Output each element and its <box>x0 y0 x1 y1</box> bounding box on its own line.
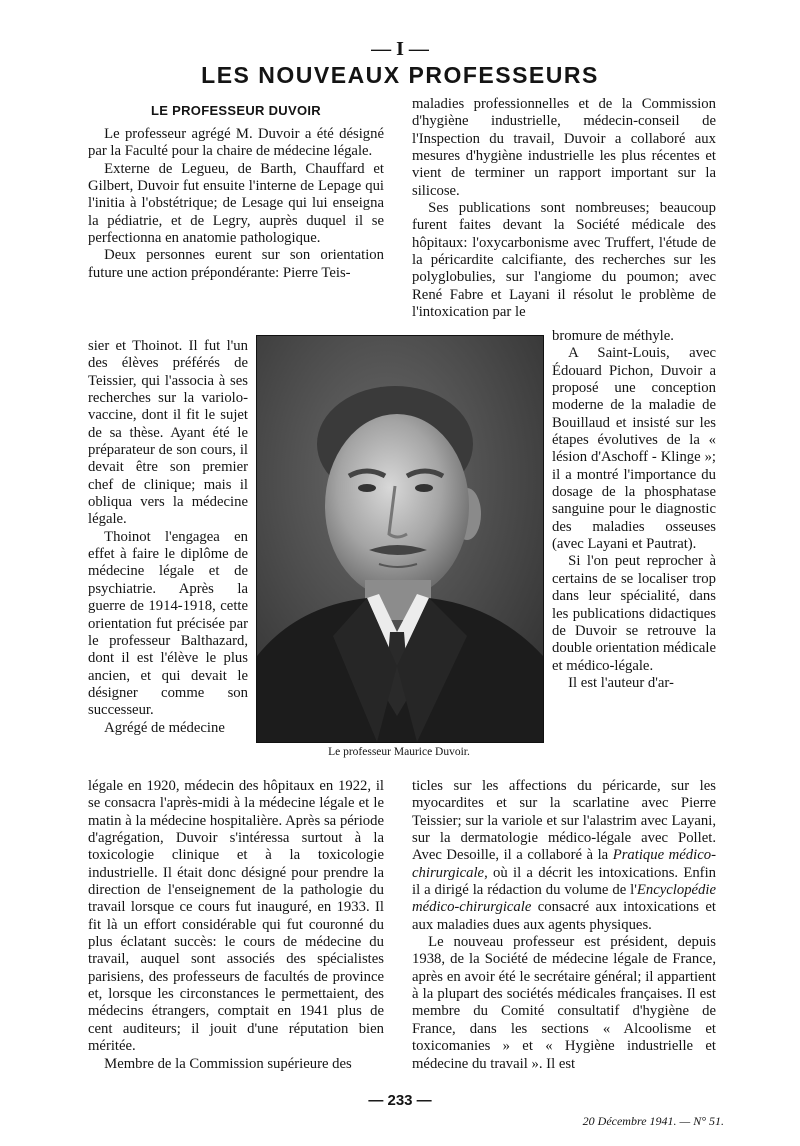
issue-dateline: 20 Décembre 1941. — N° 51. <box>582 1114 724 1128</box>
paragraph: Agrégé de médecine <box>104 719 225 736</box>
paragraph: légale en 1920, médecin des hôpitaux en 1922, il se consacra l'après-midi à la médecine légale et le matin à la médecine hospitalière. Après sa période d'agrégation, Duvoir s'intéressa surtout à la toxicologie clinique et à la toxicologie industrielle. Il était donc désigné pour prendre la direction de l'enseignement de la pathologie du travail lorsque ce cours fut inauguré, en 1933. Il fit là un effort considérable qui fut couronné du plus éclatant succès: le cours de médecine du travail, auquel sont associés des spécialistes parisiens, des professeurs de facultés de province et, lorsque les circonstances le permettaient, des médecins étrangers, comptait en 1941 plus de cent auditeurs; il jouit d'une réputation bien méritée. <box>88 778 384 1055</box>
portrait-photo <box>256 335 544 743</box>
paragraph: bromure de méthyle. <box>552 328 674 344</box>
text-run: , où il a décrit les intoxications. Enfin il a dirigé la rédaction du volume de l' <box>412 864 716 899</box>
left-column-top <box>88 103 384 282</box>
paragraph: sier et Thoinot. Il fut l'un des élèves préférés de Teissier, qui l'associa à ses recherches sur la variolo-vaccine, dont il fit le sujet de sa thèse. Ayant été le préparateur de son cours, il devait être son premier chef de clinique; mais il obliqua vers la médecine légale. <box>88 338 248 528</box>
paragraph: Le professeur agrégé M. Duvoir a été désigné par la Faculté pour la chaire de médecine légale. <box>88 126 384 160</box>
paragraph: A Saint-Louis, avec Édouard Pichon, Duvoir a proposé une conception moderne de la maladie de Bouillaud et insisté sur les étapes évolutives de la « lésion d'Aschoff - Klinge »; il a montré l'importance du dosage de la phosphatase sanguine pour le diagnostic des maladies osseuses (avec Layani et Pautrat). <box>552 345 716 553</box>
page-number: — 233 — <box>368 1092 432 1109</box>
paragraph: Il est l'auteur d'ar- <box>568 674 674 691</box>
paragraph: Thoinot l'engagea en effet à faire le diplôme de médecine légale et de psychiatrie. Après la guerre de 1914-1918, cette orientation fut précisée par le professeur Balthazard, dont il est l'élève le plus ancien, et qui devait le désigner comme son successeur. <box>88 528 248 719</box>
section-title: LE PROFESSEUR DUVOIR <box>151 103 321 118</box>
right-column-top <box>412 96 716 321</box>
left-column-bottom <box>88 778 384 1073</box>
top-folio: — I — <box>371 38 429 60</box>
left-wrap-column <box>88 338 248 737</box>
paragraph: Deux personnes eurent sur son orientation future une action prépondérante: Pierre Teis- <box>88 247 384 281</box>
portrait-illustration <box>257 336 543 742</box>
text-run: consacré aux intoxications et aux maladies dues aux agents physiques. <box>412 899 716 933</box>
right-wrap-column <box>552 328 716 692</box>
paragraph: Le nouveau professeur est président, depuis 1938, de la Société de médecine légale de France, après en avoir été le secrétaire général; il appartient à la plupart des sociétés médicales françaises. Il est membre du Comité consultatif d'hygiène de France, dans les sections « Alcoolisme et toxicomanies » et « Hygiène industrielle et médecine du travail ». Il est <box>412 934 716 1072</box>
italic-title: Pratique médico-chirurgicale <box>412 847 716 881</box>
paragraph: Ses publications sont nombreuses; beaucoup furent faites devant la Société médicale des hôpitaux: l'oxycarbonisme avec Truffert, l'étude de la péricardite calcifiante, des recherches sur les polyglobulies, sur l'angiome du poumon; avec René Fabre et Layani il résolut le problème de l'intoxication par le <box>412 200 716 321</box>
page-title: LES NOUVEAUX PROFESSEURS <box>201 62 599 88</box>
paragraph: maladies professionnelles et de la Commission d'hygiène industrielle, médecin-conseil de l'Inspection du travail, Duvoir a collaboré aux mesures d'hygiène industrielle les plus récentes et vient de terminer un rapport important sur la silicose. <box>412 96 716 199</box>
italic-title: Encyclopédie médico-chirurgicale <box>412 882 716 916</box>
paragraph <box>412 778 716 934</box>
text-run: ticles sur les affections du péricarde, sur les myocardites et sur la scarlatine avec Pierre Teissier; sur la variole et sur l'alastrim avec Layani, sur la dermatologie médico-légale avec Pollet. Avec Desoille, il a collaboré à la <box>412 778 716 864</box>
paragraph: Externe de Legueu, de Barth, Chauffard et Gilbert, Duvoir fut ensuite l'interne de Lepage qui l'initia à l'obstétrique; de Lesage qui lui enseigna la pédiatrie, et de Legry, auprès duquel il se perfectionna en anatomie pathologique. <box>88 160 384 247</box>
photo-caption: Le professeur Maurice Duvoir. <box>328 746 470 758</box>
paragraph: Si l'on peut reprocher à certains de se localiser trop dans leur spécialité, dans les publications didactiques de Duvoir se retrouve la double orientation médicale et médico-légale. <box>552 553 716 674</box>
right-column-bottom <box>412 778 716 1073</box>
paragraph: Membre de la Commission supérieure des <box>104 1055 352 1072</box>
